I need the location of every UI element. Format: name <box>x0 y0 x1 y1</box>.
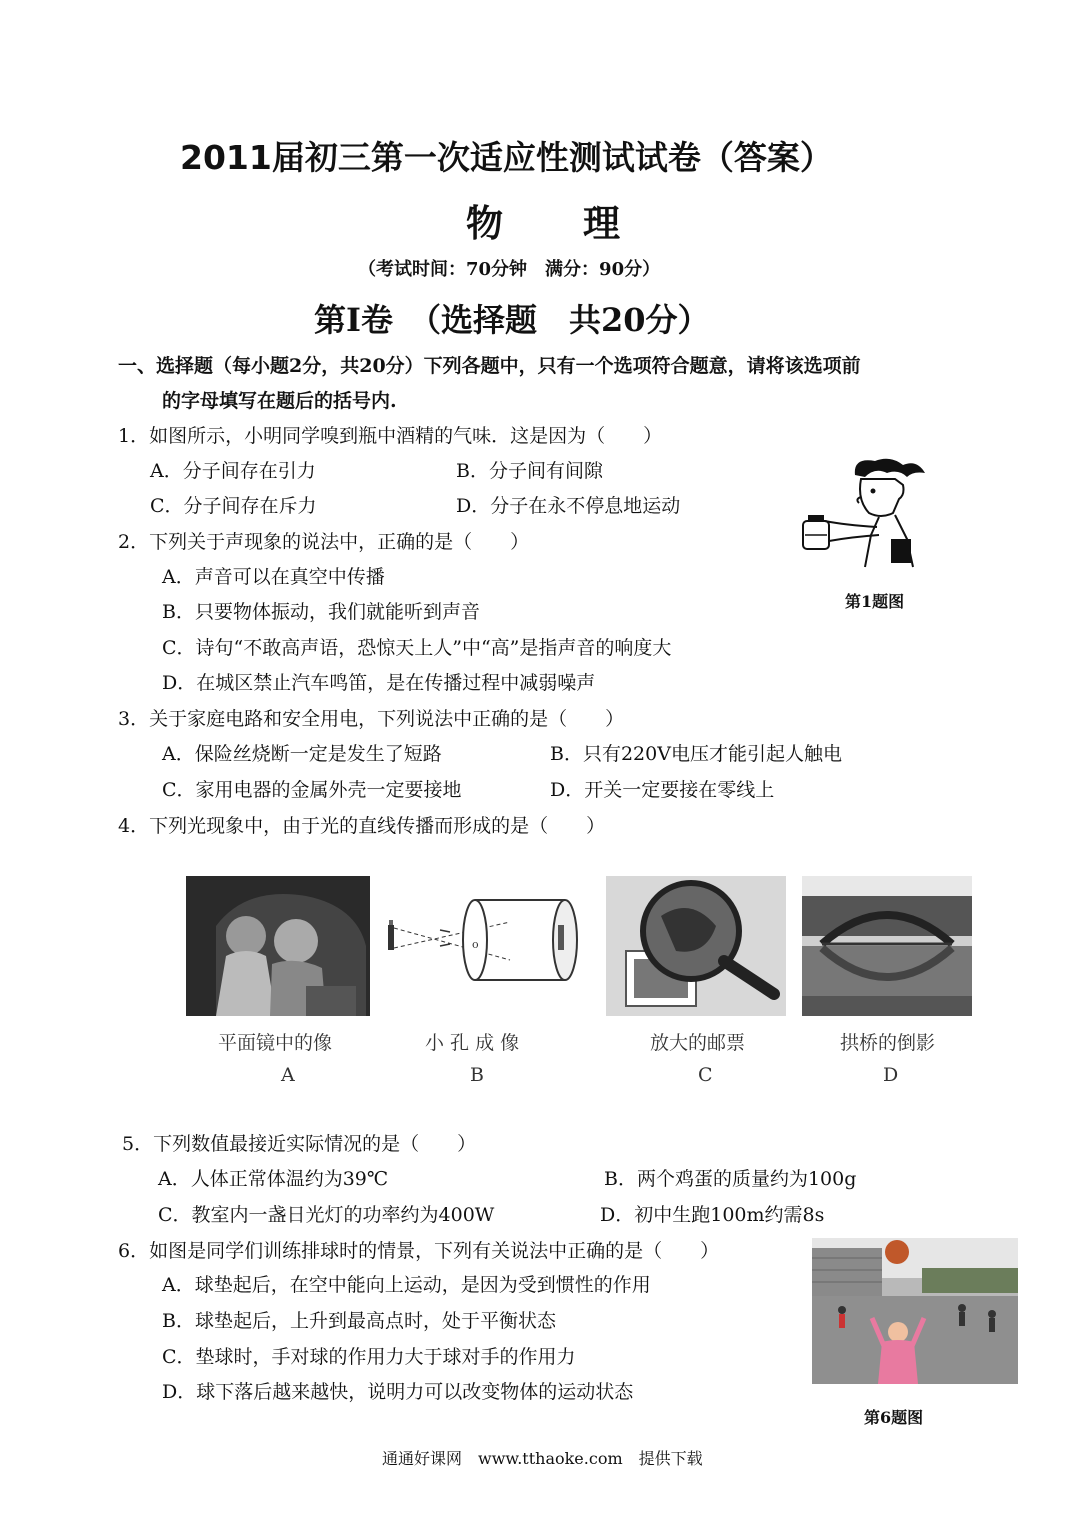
q2-option-c: C．诗句“不敢高声语，恐惊天上人”中“高”是指声音的响度大 <box>162 637 672 659</box>
q2-option-b: B．只要物体振动，我们就能听到声音 <box>162 601 480 623</box>
question-4-stem: 4．下列光现象中，由于光的直线传播而形成的是（ ） <box>118 815 606 837</box>
volleyball-training-photo <box>812 1238 1018 1384</box>
q2-option-d: D．在城区禁止汽车鸣笛，是在传播过程中减弱噪声 <box>162 672 596 694</box>
boy-smelling-bottle-illustration <box>795 455 945 570</box>
q4-image-d-letter: D <box>883 1064 899 1086</box>
question-5-stem: 5．下列数值最接近实际情况的是（ ） <box>122 1133 477 1155</box>
pinhole-camera-diagram <box>380 880 595 1015</box>
q4-image-c-letter: C <box>698 1064 713 1086</box>
magnified-stamp-photo <box>606 876 786 1016</box>
q5-option-a: A．人体正常体温约为39℃ <box>158 1168 389 1190</box>
q6-option-b: B．球垫起后，上升到最高点时，处于平衡状态 <box>162 1310 556 1332</box>
page-footer: 通通好课网 www.tthaoke.com 提供下载 <box>382 1449 703 1468</box>
instructions-line1: 一、选择题（每小题2分，共20分）下列各题中，只有一个选项符合题意，请将该选项前 <box>118 355 861 377</box>
svg-text:o: o <box>472 938 479 951</box>
question-3-stem: 3．关于家庭电路和安全用电，下列说法中正确的是（ ） <box>118 708 625 730</box>
q4-image-d-caption: 拱桥的倒影 <box>840 1032 936 1054</box>
q3-option-a: A．保险丝烧断一定是发生了短路 <box>162 743 442 765</box>
q3-option-d: D．开关一定要接在零线上 <box>550 779 775 801</box>
subject-heading: 物 理 <box>466 202 622 245</box>
q1-option-c: C．分子间存在斥力 <box>150 495 317 517</box>
question-2-stem: 2．下列关于声现象的说法中，正确的是（ ） <box>118 531 530 553</box>
q5-option-c: C．教室内一盏日光灯的功率约为400W <box>158 1204 495 1226</box>
q6-option-c: C．垫球时，手对球的作用力大于球对手的作用力 <box>162 1346 576 1368</box>
q4-image-a-caption: 平面镜中的像 <box>218 1032 333 1054</box>
q4-image-c-caption: 放大的邮票 <box>650 1032 746 1054</box>
q4-image-b-caption: 小 孔 成 像 <box>425 1032 520 1054</box>
exam-info: （考试时间：70分钟 满分：90分） <box>358 259 661 280</box>
q1-option-a: A．分子间存在引力 <box>150 460 316 482</box>
q5-option-d: D．初中生跑100m约需8s <box>600 1204 825 1226</box>
q5-option-b: B．两个鸡蛋的质量约为100g <box>604 1168 857 1190</box>
page-title: 2011届初三第一次适应性测试试卷（答案） <box>180 138 833 177</box>
q3-option-b: B．只有220V电压才能引起人触电 <box>550 743 842 765</box>
instructions-line2: 的字母填写在题后的括号内. <box>162 390 397 412</box>
q3-option-c: C．家用电器的金属外壳一定要接地 <box>162 779 462 801</box>
mirror-image-photo <box>186 876 370 1016</box>
q4-image-a-letter: A <box>281 1064 295 1086</box>
q6-option-d: D．球下落后越来越快，说明力可以改变物体的运动状态 <box>162 1381 634 1403</box>
arch-bridge-reflection-photo <box>802 876 972 1016</box>
question-1-stem: 1．如图所示，小明同学嗅到瓶中酒精的气味．这是因为（ ） <box>118 425 663 447</box>
q6-figure-caption: 第6题图 <box>864 1408 924 1427</box>
q1-option-b: B．分子间有间隙 <box>456 460 603 482</box>
q6-option-a: A．球垫起后，在空中能向上运动，是因为受到惯性的作用 <box>162 1274 651 1296</box>
q2-option-a: A．声音可以在真空中传播 <box>162 566 385 588</box>
section-heading: 第Ⅰ卷 （选择题 共20分） <box>314 301 710 339</box>
question-6-stem: 6．如图是同学们训练排球时的情景，下列有关说法中正确的是（ ） <box>118 1240 720 1262</box>
q1-figure-caption: 第1题图 <box>845 592 905 611</box>
q4-image-b-letter: B <box>470 1064 484 1086</box>
q1-option-d: D．分子在永不停息地运动 <box>456 495 681 517</box>
